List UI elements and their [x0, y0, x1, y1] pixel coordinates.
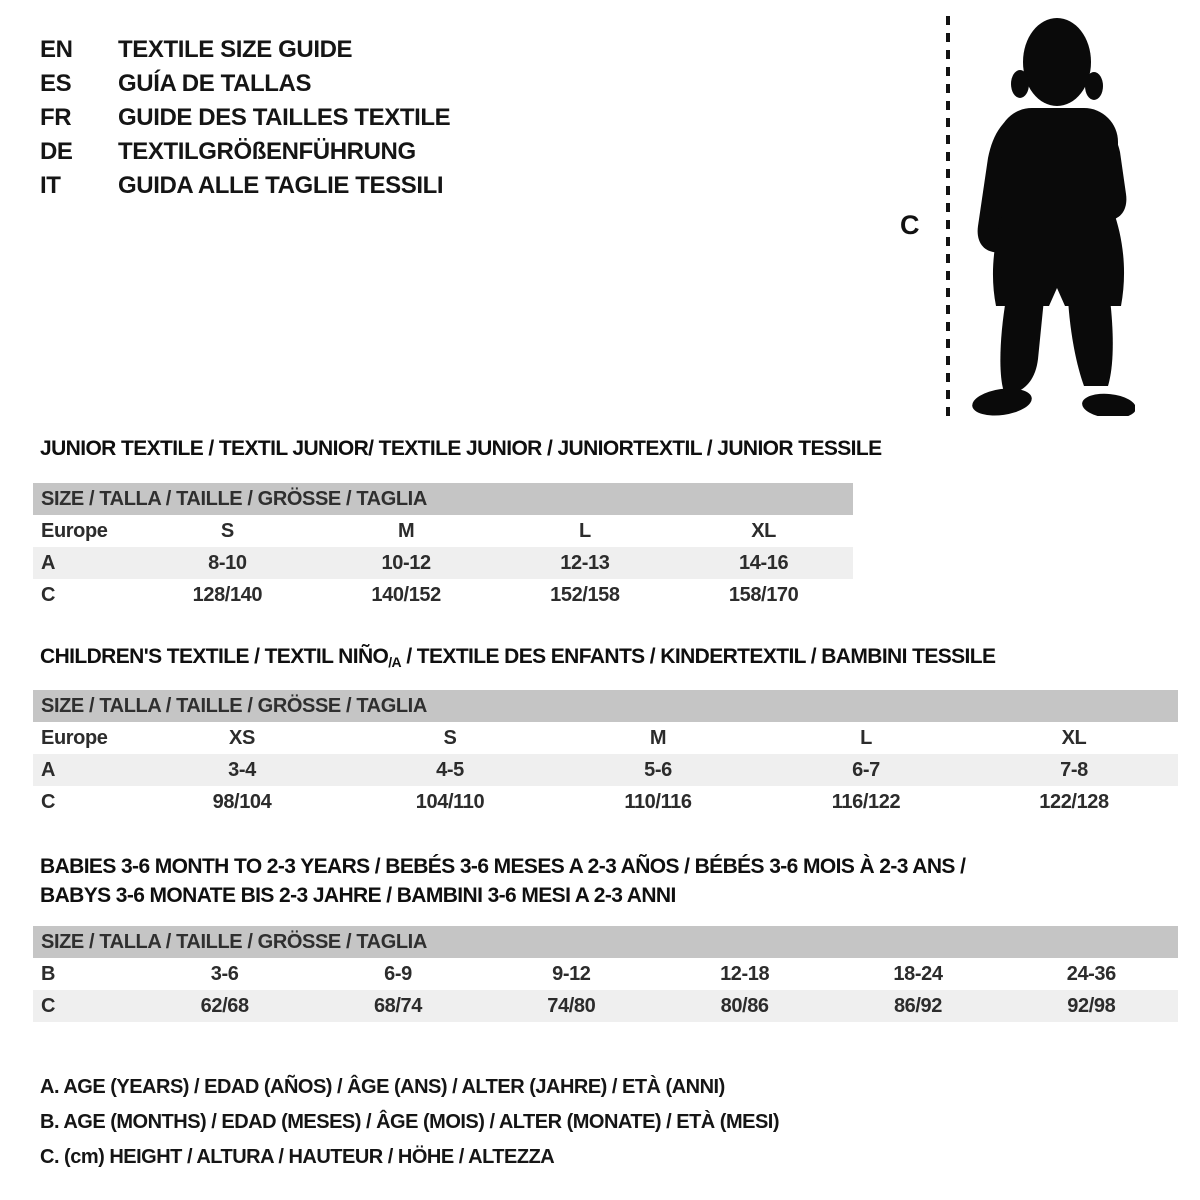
babies-section-heading-line1: BABIES 3-6 MONTH TO 2-3 YEARS / BEBÉS 3-6 MESES A 2-3 AÑOS / BÉBÉS 3-6 MOIS À 2-3 ANS / — [40, 855, 966, 878]
height-cell: 86/92 — [893, 995, 942, 1017]
height-cell: 116/122 — [831, 791, 901, 813]
lang-row-fr — [40, 101, 450, 135]
size-cell: M — [397, 520, 415, 542]
measurement-key — [40, 1070, 779, 1175]
months-cell: 3-6 — [210, 963, 239, 985]
lang-title: TEXTILE SIZE GUIDE — [118, 36, 353, 63]
lang-code: EN — [40, 36, 73, 63]
lang-row-it — [40, 169, 450, 203]
height-cell: 158/170 — [728, 584, 799, 606]
size-header-bar: SIZE / TALLA / TAILLE / GRÖSSE / TAGLIA — [33, 483, 853, 515]
table-row-europe — [33, 515, 853, 547]
lang-title: GUIDA ALLE TAGLIE TESSILI — [118, 172, 444, 199]
lang-code: DE — [40, 138, 73, 165]
lang-row-de — [40, 135, 450, 169]
lang-title: TEXTILGRÖßENFÜHRUNG — [118, 138, 416, 165]
size-cell: M — [649, 727, 667, 749]
size-cell: S — [220, 520, 234, 542]
months-cell: 12-18 — [720, 963, 770, 985]
lang-row-en — [40, 33, 450, 67]
months-cell: 24-36 — [1066, 963, 1116, 985]
size-cell: XS — [229, 727, 255, 749]
row-label: C — [41, 791, 56, 813]
size-cell: L — [578, 520, 591, 542]
height-cell: 80/86 — [720, 995, 769, 1017]
babies-size-table — [33, 926, 1178, 1022]
children-size-table — [33, 690, 1178, 818]
children-section-heading — [40, 645, 995, 670]
language-legend — [40, 33, 450, 203]
legend-line-b: B. AGE (MONTHS) / EDAD (MESES) / ÂGE (MOIS) / ALTER (MONATE) / ETÀ (MESI) — [40, 1111, 780, 1133]
table-row-months — [33, 958, 1178, 990]
legend-line-a: A. AGE (YEARS) / EDAD (AÑOS) / ÂGE (ANS) / ALTER (JAHRE) / ETÀ (ANNI) — [40, 1076, 725, 1098]
height-cell: 122/128 — [1039, 791, 1109, 813]
height-cell: 92/98 — [1067, 995, 1116, 1017]
size-cell: S — [443, 727, 457, 749]
age-cell: 14-16 — [739, 552, 789, 574]
table-row-age — [33, 754, 1178, 786]
size-cell: XL — [751, 520, 776, 542]
table-row-age — [33, 547, 853, 579]
legend-line-c: C. (cm) HEIGHT / ALTURA / HAUTEUR / HÖHE / ALTEZZA — [40, 1146, 555, 1168]
height-cell: 104/110 — [415, 791, 485, 813]
height-cell: 128/140 — [192, 584, 263, 606]
junior-section-heading: JUNIOR TEXTILE / TEXTIL JUNIOR/ TEXTILE JUNIOR / JUNIORTEXTIL / JUNIOR TESSILE — [40, 437, 882, 460]
height-measure-label: C — [900, 210, 920, 240]
table-row-height — [33, 579, 853, 611]
junior-size-table — [33, 483, 853, 611]
months-cell: 9-12 — [552, 963, 591, 985]
heading-text: CHILDREN'S TEXTILE / TEXTIL NIÑO — [40, 645, 389, 668]
age-cell: 5-6 — [644, 759, 672, 781]
height-cell: 152/158 — [550, 584, 620, 606]
babies-section-heading-line2: BABYS 3-6 MONATE BIS 2-3 JAHRE / BAMBINI 3-6 MESI A 2-3 ANNI — [40, 884, 676, 907]
age-cell: 12-13 — [560, 552, 610, 574]
lang-code: ES — [40, 70, 72, 97]
height-cell: 110/116 — [624, 791, 692, 813]
row-label: B — [41, 963, 56, 985]
row-label: A — [41, 759, 56, 781]
height-cell: 140/152 — [371, 584, 441, 606]
toddler-silhouette-icon — [963, 14, 1135, 416]
age-cell: 7-8 — [1060, 759, 1088, 781]
age-cell: 10-12 — [381, 552, 431, 574]
lang-row-es — [40, 67, 450, 101]
months-cell: 18-24 — [893, 963, 943, 985]
age-cell: 3-4 — [228, 759, 256, 781]
size-header-bar: SIZE / TALLA / TAILLE / GRÖSSE / TAGLIA — [33, 926, 1178, 958]
row-label: Europe — [41, 727, 108, 749]
size-cell: L — [860, 727, 872, 749]
lang-code: IT — [40, 172, 61, 199]
table-row-height — [33, 990, 1178, 1022]
height-dashed-line — [946, 16, 950, 416]
height-cell: 68/74 — [373, 995, 423, 1017]
age-cell: 4-5 — [436, 759, 464, 781]
row-label: Europe — [41, 520, 108, 542]
lang-title: GUÍA DE TALLAS — [118, 70, 312, 97]
lang-title: GUIDE DES TAILLES TEXTILE — [118, 104, 451, 131]
heading-text: / TEXTILE DES ENFANTS / KINDERTEXTIL / BAMBINI TESSILE — [401, 645, 996, 668]
row-label: C — [41, 584, 56, 606]
months-cell: 6-9 — [384, 963, 412, 985]
lang-code: FR — [40, 104, 72, 131]
age-cell: 6-7 — [852, 759, 880, 781]
table-row-europe — [33, 722, 1178, 754]
height-cell: 62/68 — [200, 995, 249, 1017]
height-cell: 98/104 — [212, 791, 272, 813]
row-label: A — [41, 552, 56, 574]
row-label: C — [41, 995, 56, 1017]
table-row-height — [33, 786, 1178, 818]
age-cell: 8-10 — [208, 552, 247, 574]
heading-subscript: /A — [388, 654, 402, 670]
height-cell: 74/80 — [547, 995, 596, 1017]
size-header-bar: SIZE / TALLA / TAILLE / GRÖSSE / TAGLIA — [33, 690, 1178, 722]
size-cell: XL — [1061, 727, 1087, 749]
